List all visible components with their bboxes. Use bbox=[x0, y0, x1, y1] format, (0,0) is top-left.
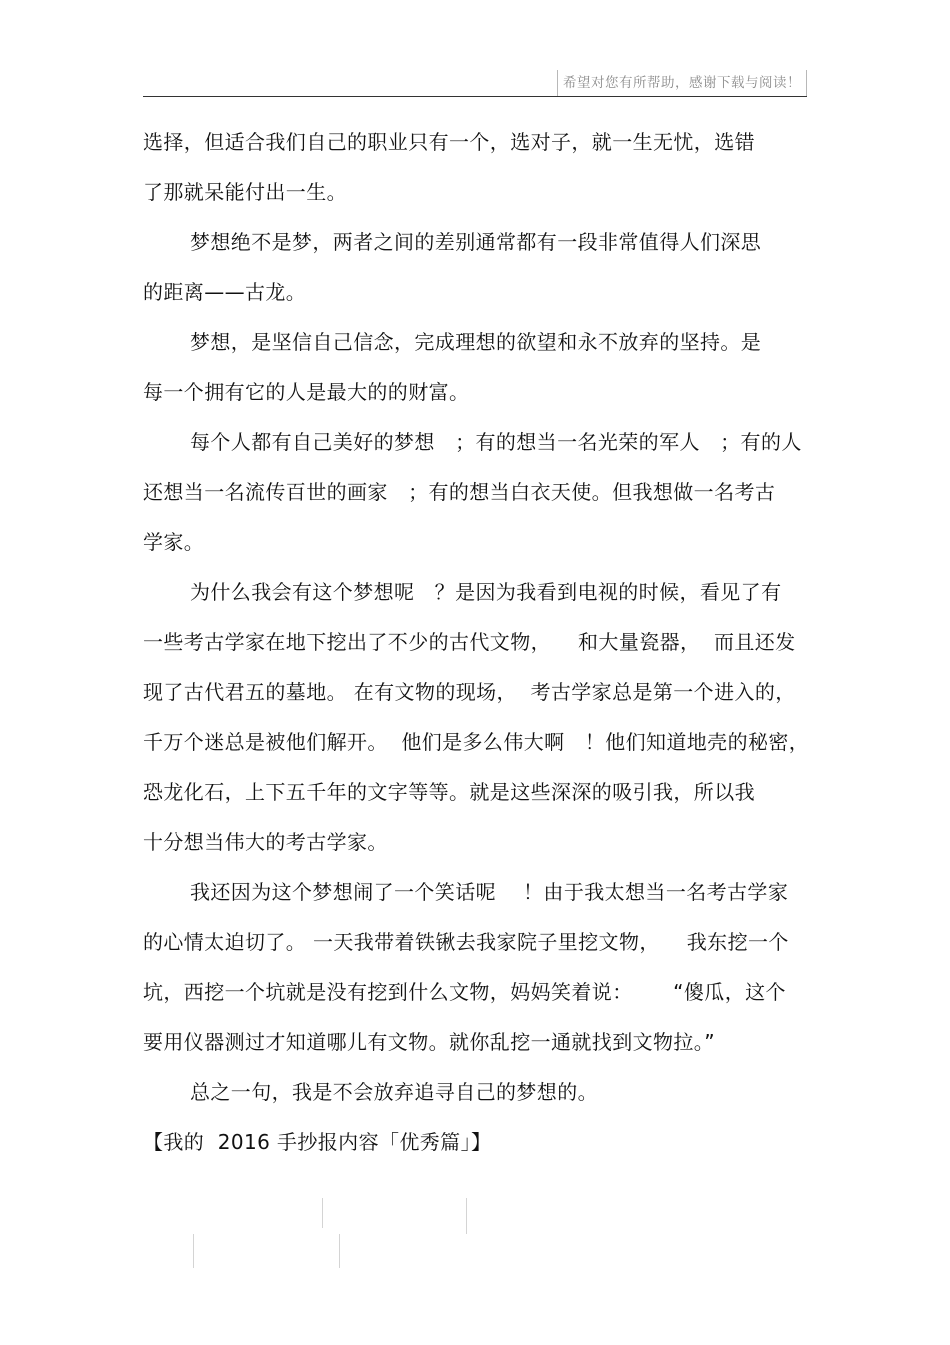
paragraph-start: 梦想，是坚信自己信念，完成理想的欲望和永不放弃的坚持。是 bbox=[190, 330, 762, 354]
faint-vertical-mark bbox=[193, 1234, 194, 1268]
header-divider bbox=[143, 96, 807, 97]
header-watermark-text: 希望对您有所帮助，感谢下载与阅读！ bbox=[557, 70, 807, 96]
faint-vertical-mark bbox=[339, 1234, 340, 1268]
body-line: 选择，但适合我们自己的职业只有一个，选对子，就一生无忧，选错 bbox=[143, 130, 755, 154]
faint-vertical-mark bbox=[466, 1198, 467, 1234]
paragraph-start: 我还因为这个梦想闹了一个笑话呢 ！由于我太想当一名考古学家 bbox=[190, 880, 789, 904]
body-line: 要用仪器测过才知道哪儿有文物。就你乱挖一通就找到文物拉。” bbox=[143, 1030, 715, 1054]
body-line: 学家。 bbox=[143, 530, 205, 554]
section-heading: 【我的 2016 手抄报内容「优秀篇」】 bbox=[143, 1130, 492, 1154]
body-line: 恐龙化石，上下五千年的文字等等。就是这些深深的吸引我，所以我 bbox=[143, 780, 755, 804]
body-line: 还想当一名流传百世的画家 ；有的想当白衣天使。但我想做一名考古 bbox=[143, 480, 776, 504]
body-line: 现了古代君五的墓地。 在有文物的现场， 考古学家总是第一个进入的， bbox=[143, 680, 796, 704]
body-line: 坑，西挖一个坑就是没有挖到什么文物，妈妈笑着说： “傻瓜，这个 bbox=[143, 980, 786, 1004]
body-line: 每一个拥有它的人是最大的的财富。 bbox=[143, 380, 470, 404]
body-line: 十分想当伟大的考古学家。 bbox=[143, 830, 388, 854]
body-line: 的距离——古龙。 bbox=[143, 280, 307, 304]
body-line: 一些考古学家在地下挖出了不少的古代文物， 和大量瓷器， 而且还发 bbox=[143, 630, 796, 654]
paragraph-start: 每个人都有自己美好的梦想 ；有的想当一名光荣的军人 ；有的人 bbox=[190, 430, 802, 454]
paragraph-start: 总之一句，我是不会放弃追寻自己的梦想的。 bbox=[190, 1080, 598, 1104]
body-line: 的心情太迫切了。 一天我带着铁锹去我家院子里挖文物， 我东挖一个 bbox=[143, 930, 789, 954]
paragraph-start: 梦想绝不是梦，两者之间的差别通常都有一段非常值得人们深思 bbox=[190, 230, 762, 254]
faint-vertical-mark bbox=[322, 1198, 323, 1228]
paragraph-start: 为什么我会有这个梦想呢 ？是因为我看到电视的时候，看见了有 bbox=[190, 580, 782, 604]
body-line: 千万个迷总是被他们解开。 他们是多么伟大啊 ！他们知道地壳的秘密， bbox=[143, 730, 810, 754]
body-line: 了那就呆能付出一生。 bbox=[143, 180, 347, 204]
